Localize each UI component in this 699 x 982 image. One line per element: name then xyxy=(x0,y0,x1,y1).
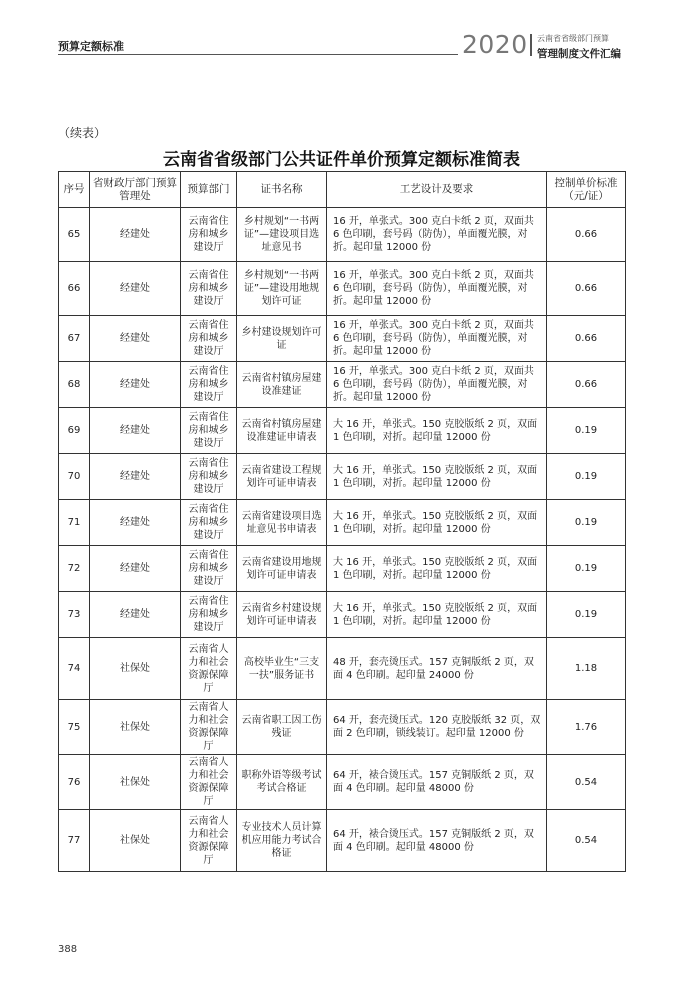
cell-cert: 高校毕业生“三支一扶”服务证书 xyxy=(237,638,327,700)
cell-req: 16 开，单张式。300 克白卡纸 2 页，双面共 6 色印刷，套号码（防伪），单面覆光膜，对折。起印量 12000 份 xyxy=(327,316,547,362)
cell-price: 0.19 xyxy=(547,454,626,500)
cell-cert: 专业技术人员计算机应用能力考试合格证 xyxy=(237,810,327,872)
cell-req: 大 16 开，单张式。150 克胶版纸 2 页，双面 1 色印刷，对折。起印量 12000 份 xyxy=(327,454,547,500)
cell-price: 0.19 xyxy=(547,500,626,546)
cell-office: 经建处 xyxy=(90,316,181,362)
col-header-no: 序号 xyxy=(59,172,90,208)
header-subtitle-2: 管理制度文件汇编 xyxy=(537,48,621,60)
cell-req: 64 开，套壳烫压式。120 克胶版纸 32 页，双面 2 色印刷，锁线装订。起印量 12000 份 xyxy=(327,700,547,755)
table-row xyxy=(59,316,626,362)
cell-office: 经建处 xyxy=(90,454,181,500)
cell-office: 社保处 xyxy=(90,638,181,700)
cell-req: 64 开，裱合烫压式。157 克铜版纸 2 页，双面 4 色印刷。起印量 48000 份 xyxy=(327,755,547,810)
table-row xyxy=(59,454,626,500)
table-row xyxy=(59,208,626,262)
cell-price: 0.19 xyxy=(547,546,626,592)
cell-office: 经建处 xyxy=(90,592,181,638)
cell-price: 0.19 xyxy=(547,408,626,454)
cell-dept: 云南省住房和城乡建设厅 xyxy=(181,592,237,638)
cell-req: 16 开，单张式。300 克白卡纸 2 页，双面共 6 色印刷，套号码（防伪），单面覆光膜，对折。起印量 12000 份 xyxy=(327,208,547,262)
table-row xyxy=(59,500,626,546)
cell-req: 大 16 开，单张式。150 克胶版纸 2 页，双面 1 色印刷，对折。起印量 12000 份 xyxy=(327,592,547,638)
table-row xyxy=(59,262,626,316)
price-standard-table xyxy=(58,171,626,872)
table-row xyxy=(59,755,626,810)
col-header-req: 工艺设计及要求 xyxy=(327,172,547,208)
cell-no: 70 xyxy=(59,454,90,500)
cell-office: 经建处 xyxy=(90,408,181,454)
cell-no: 74 xyxy=(59,638,90,700)
cell-cert: 云南省建设工程规划许可证申请表 xyxy=(237,454,327,500)
cell-dept: 云南省住房和城乡建设厅 xyxy=(181,208,237,262)
cell-cert: 云南省建设用地规划许可证申请表 xyxy=(237,546,327,592)
cell-price: 0.66 xyxy=(547,316,626,362)
col-header-dept: 预算部门 xyxy=(181,172,237,208)
cell-office: 社保处 xyxy=(90,755,181,810)
cell-req: 48 开，套壳烫压式。157 克铜版纸 2 页，双面 4 色印刷。起印量 24000 份 xyxy=(327,638,547,700)
cell-cert: 云南省乡村建设规划许可证申请表 xyxy=(237,592,327,638)
table-title: 云南省省级部门公共证件单价预算定额标准简表 xyxy=(163,150,520,170)
cell-office: 社保处 xyxy=(90,810,181,872)
cell-no: 66 xyxy=(59,262,90,316)
cell-price: 0.66 xyxy=(547,208,626,262)
cell-cert: 乡村规划“一书两证”—建设项目选址意见书 xyxy=(237,208,327,262)
cell-cert: 乡村建设规划许可证 xyxy=(237,316,327,362)
cell-no: 67 xyxy=(59,316,90,362)
cell-dept: 云南省住房和城乡建设厅 xyxy=(181,546,237,592)
header-rule xyxy=(58,54,458,55)
cell-dept: 云南省住房和城乡建设厅 xyxy=(181,316,237,362)
cell-req: 大 16 开，单张式。150 克胶版纸 2 页，双面 1 色印刷，对折。起印量 12000 份 xyxy=(327,546,547,592)
cell-no: 65 xyxy=(59,208,90,262)
cell-price: 0.54 xyxy=(547,810,626,872)
cell-dept: 云南省人力和社会资源保障厅 xyxy=(181,700,237,755)
cell-dept: 云南省住房和城乡建设厅 xyxy=(181,454,237,500)
col-header-office: 省财政厅部门预算管理处 xyxy=(90,172,181,208)
cell-cert: 乡村规划“一书两证”—建设用地规划许可证 xyxy=(237,262,327,316)
cell-cert: 云南省建设项目选址意见书申请表 xyxy=(237,500,327,546)
cell-dept: 云南省住房和城乡建设厅 xyxy=(181,362,237,408)
cell-no: 76 xyxy=(59,755,90,810)
cell-price: 1.76 xyxy=(547,700,626,755)
cell-dept: 云南省人力和社会资源保障厅 xyxy=(181,638,237,700)
cell-dept: 云南省住房和城乡建设厅 xyxy=(181,500,237,546)
col-header-price: 控制单价标准（元/证） xyxy=(547,172,626,208)
cell-price: 0.66 xyxy=(547,362,626,408)
cell-office: 经建处 xyxy=(90,262,181,316)
table-row xyxy=(59,408,626,454)
page-number: 388 xyxy=(58,944,78,955)
cell-price: 0.54 xyxy=(547,755,626,810)
continued-label: （续表） xyxy=(58,126,107,140)
table-row xyxy=(59,546,626,592)
table-row xyxy=(59,638,626,700)
cell-cert: 云南省职工因工伤残证 xyxy=(237,700,327,755)
header-divider xyxy=(530,34,532,56)
cell-dept: 云南省住房和城乡建设厅 xyxy=(181,262,237,316)
cell-price: 0.19 xyxy=(547,592,626,638)
cell-office: 经建处 xyxy=(90,546,181,592)
table-row xyxy=(59,362,626,408)
cell-cert: 职称外语等级考试考试合格证 xyxy=(237,755,327,810)
cell-req: 大 16 开，单张式。150 克胶版纸 2 页，双面 1 色印刷，对折。起印量 12000 份 xyxy=(327,408,547,454)
cell-office: 社保处 xyxy=(90,700,181,755)
cell-no: 71 xyxy=(59,500,90,546)
header-year: 2020 xyxy=(462,30,528,59)
cell-price: 0.66 xyxy=(547,262,626,316)
cell-dept: 云南省人力和社会资源保障厅 xyxy=(181,810,237,872)
table-row xyxy=(59,592,626,638)
cell-cert: 云南省村镇房屋建设准建证申请表 xyxy=(237,408,327,454)
cell-dept: 云南省住房和城乡建设厅 xyxy=(181,408,237,454)
cell-no: 77 xyxy=(59,810,90,872)
cell-no: 73 xyxy=(59,592,90,638)
cell-office: 经建处 xyxy=(90,500,181,546)
cell-no: 68 xyxy=(59,362,90,408)
cell-no: 72 xyxy=(59,546,90,592)
cell-dept: 云南省人力和社会资源保障厅 xyxy=(181,755,237,810)
table-header-row xyxy=(59,172,626,208)
cell-cert: 云南省村镇房屋建设准建证 xyxy=(237,362,327,408)
table-row xyxy=(59,700,626,755)
cell-office: 经建处 xyxy=(90,362,181,408)
cell-req: 大 16 开，单张式。150 克胶版纸 2 页，双面 1 色印刷，对折。起印量 12000 份 xyxy=(327,500,547,546)
cell-req: 16 开，单张式。300 克白卡纸 2 页，双面共 6 色印刷，套号码（防伪），单面覆光膜，对折。起印量 12000 份 xyxy=(327,262,547,316)
table-row xyxy=(59,810,626,872)
cell-price: 1.18 xyxy=(547,638,626,700)
cell-req: 16 开，单张式。300 克白卡纸 2 页，双面共 6 色印刷，套号码（防伪），单面覆光膜，对折。起印量 12000 份 xyxy=(327,362,547,408)
cell-office: 经建处 xyxy=(90,208,181,262)
col-header-cert: 证书名称 xyxy=(237,172,327,208)
cell-no: 69 xyxy=(59,408,90,454)
running-header-title: 预算定额标准 xyxy=(58,40,124,53)
cell-no: 75 xyxy=(59,700,90,755)
cell-req: 64 开，裱合烫压式。157 克铜版纸 2 页，双面 4 色印刷。起印量 48000 份 xyxy=(327,810,547,872)
header-subtitle-1: 云南省省级部门预算 xyxy=(537,34,609,43)
